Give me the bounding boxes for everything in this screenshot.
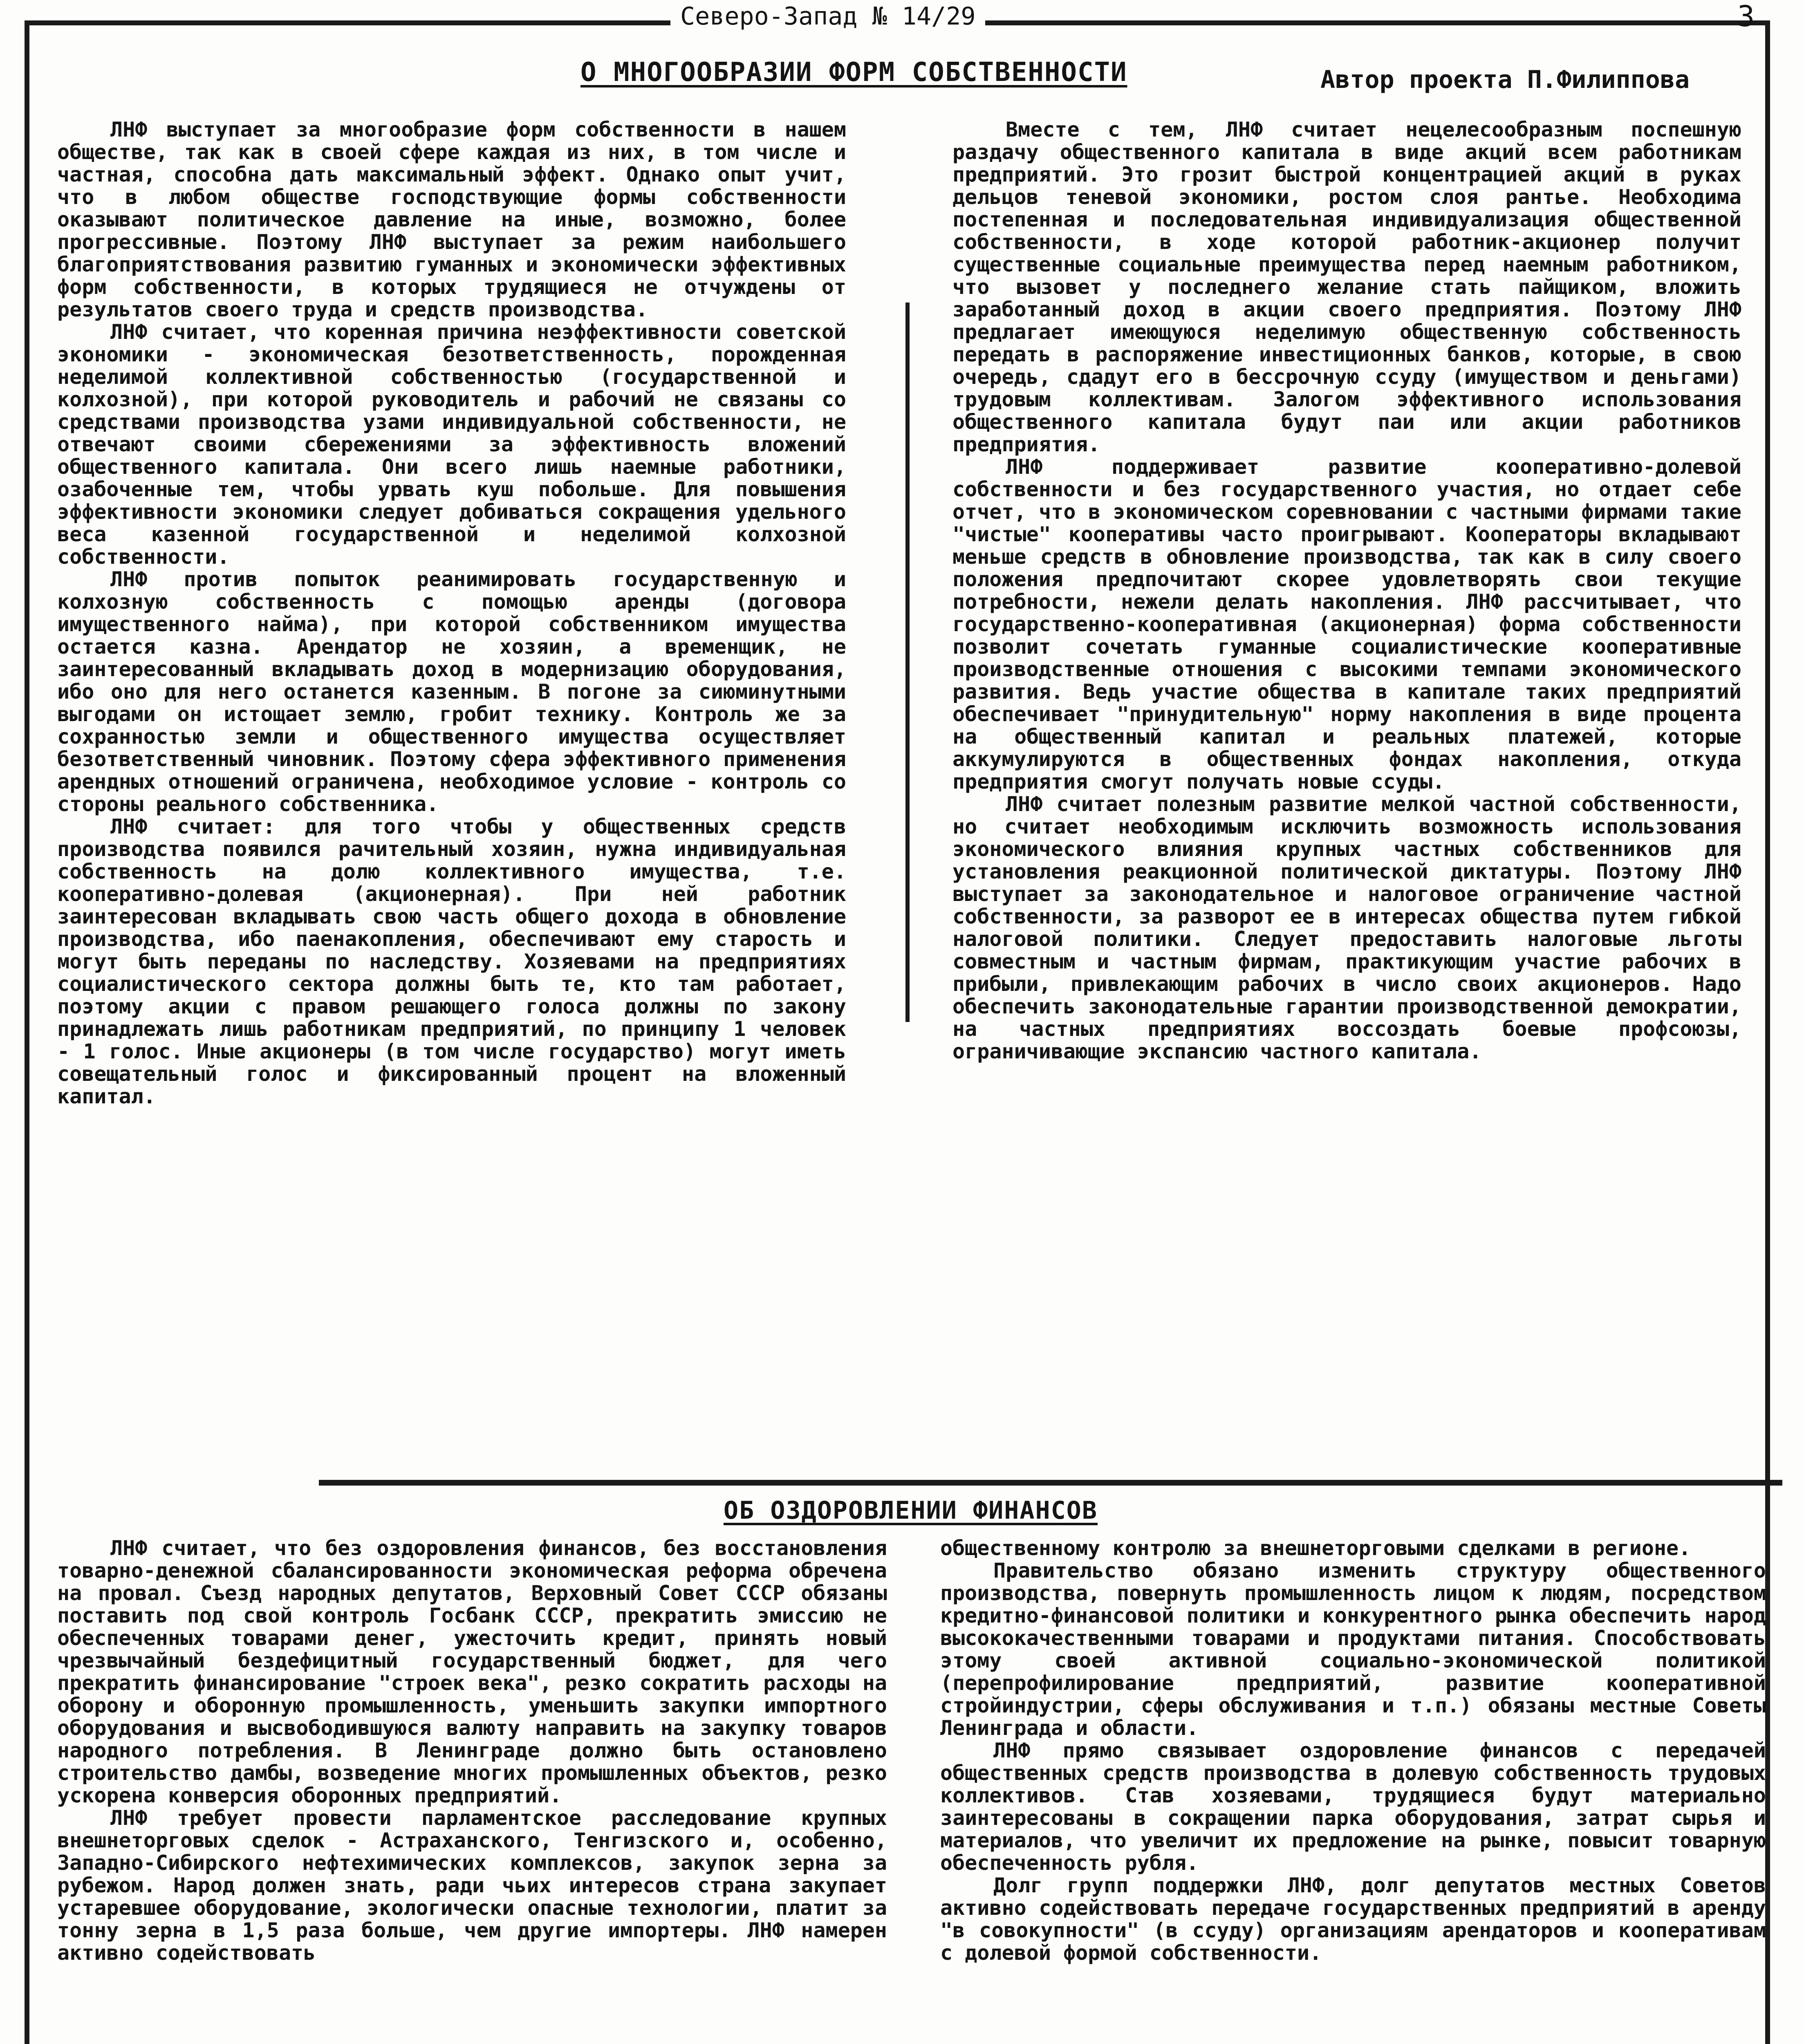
article-author: Автор проекта П.Филиппова (1320, 65, 1690, 94)
paragraph: ЛНФ считает, что коренная причина неэффективности советской экономики - экономическая безответственность, порожденная неделимой коллективной собственностью (государственной и колхозной), при которой руководитель и рабочий не связаны со средствами производства узами индивидуальной собственности, не отвечают своими сбережениями за эффективность вложений общественного капитала. Они всего лишь наемные работники, озабоченные тем, чтобы урвать куш побольше. Для повышения эффективности экономики следует добиваться сокращения удельного веса казенной государственной и неделимой колхозной собственности. (57, 320, 846, 569)
paragraph: ЛНФ поддерживает развитие кооперативно-долевой собственности и без государственного участия, но отдает себе отчет, что в экономическом соревновании с частными фирмами такие "чистые" кооперативы часто проигрывают. Кооператоры вкладывают меньше средств в обновление производства, так как в силу своего положения предпочитают скорее удовлетворять свои текущие потребности, нежели делать накопления. ЛНФ рассчитывает, что государственно-кооперативная (акционерная) форма собственности позволит сочетать гуманные социалистические кооперативные производственные отношения с высокими темпами экономического развития. Ведь участие общества в капитале таких предприятий обеспечивает "принудительную" норму накопления в виде процента на общественный капитал и реальных платежей, которые аккумулируются в общественных фондах накопления, откуда предприятия смогут получать новые ссуды. (952, 455, 1741, 793)
paragraph: ЛНФ считает, что без оздоровления финансов, без восстановления товарно-денежной сбалансированности экономическая реформа обречена на провал. Съезд народных депутатов, Верховный Совет СССР обязаны поставить под свой контроль Госбанк СССР, прекратить эмиссию не обеспеченных товарами денег, ужесточить кредит, принять новый чрезвычайный бездефицитный государственный бюджет, для чего прекратить финансирование "строек века", резко сократить расходы на оборону и оборонную промышленность, уменьшить закупки импортного оборудования и высвободившуюся валюту направить на закупку товаров народного потребления. В Ленинграде должно быть остановлено строительство дамбы, возведение многих промышленных объектов, резко ускорена конверсия оборонных предприятий. (57, 1537, 887, 1807)
paragraph: Долг групп поддержки ЛНФ, долг депутатов местных Советов активно содействовать передаче государственных предприятий в аренду "в совокупности" (в ссуду) организациям арендаторов и кооперативам с долевой формой собственности. (940, 1874, 1766, 1965)
paragraph: Правительство обязано изменить структуру общественного производства, повернуть промышленность лицом к людям, посредством кредитно-финансовой политики и конкурентного рынка обеспечить народ высококачественными товарами и продуктами питания. Способствовать этому своей активной социально-экономической политикой (перепрофилирование предприятий, развитие кооперативной стройиндустрии, сферы обслуживания и т.п.) обязаны местные Советы Ленинграда и области. (940, 1559, 1766, 1740)
article2-left-column (57, 1537, 887, 2044)
page-number: 3 (1737, 0, 1755, 33)
newspaper-masthead: Северо-Запад № 14/29 (670, 0, 985, 33)
paragraph: ЛНФ считает полезным развитие мелкой частной собственности, но считает необходимым исключить возможность использования экономического влияния крупных частных собственников для установления реакционной политической диктатуры. Поэтому ЛНФ выступает за законодательное и налоговое ограничение частной собственности, за разворот ее в интересах общества путем гибкой налоговой политики. Следует предоставить налоговые льготы совместным и частным фирмам, практикующим участие рабочих в прибыли, привлекающим рабочих в число своих акционеров. Надо обеспечить законодательные гарантии производственной демократии, на частных предприятиях воссоздать боевые профсоюзы, ограничивающие экспансию частного капитала. (952, 792, 1741, 1063)
article-title-finances: ОБ ОЗДОРОВЛЕНИИ ФИНАНСОВ (724, 1496, 1098, 1525)
article-title-ownership: О МНОГООБРАЗИИ ФОРМ СОБСТВЕННОСТИ (580, 57, 1127, 87)
article2-right-column (940, 1537, 1766, 2044)
section-divider (319, 1480, 1782, 1486)
article1-left-column (57, 119, 846, 1464)
paragraph: Вместе с тем, ЛНФ считает нецелесообразным поспешную раздачу общественного капитала в виде акций всем работникам предприятий. Это грозит быстрой концентрацией акций в руках дельцов теневой экономики, ростом слоя рантье. Необходима постепенная и последовательная индивидуализация общественной собственности, в ходе которой работник-акционер получит существенные социальные преимущества перед наемным работником, что вызовет у последнего желание стать пайщиком, вложить заработанный доход в акции своего предприятия. Поэтому ЛНФ предлагает имеющуюся неделимую общественную собственность передать в распоряжение инвестиционных банков, которые, в свою очередь, сдадут его в бессрочную ссуду (имуществом и деньгами) трудовым коллективам. Залогом эффективного использования общественного капитала будут паи или акции работников предприятия. (952, 119, 1741, 456)
paragraph: общественному контролю за внешнеторговыми сделками в регионе. (940, 1537, 1691, 1560)
column-divider (905, 303, 910, 1022)
paragraph: ЛНФ считает: для того чтобы у общественных средств производства появился рачительный хозяин, нужна индивидуальная собственность на долю коллективного имущества, т.е. кооперативно-долевая (акционерная). При ней работник заинтересован вкладывать свою часть общего дохода в обновление производства, ибо паенакопления, обеспечивают ему старость и могут быть переданы по наследству. Хозяевами на предприятиях социалистического сектора должны быть те, кто там работает, поэтому акции с правом решающего голоса должны по закону принадлежать лишь работникам предприятий, по принципу 1 человек - 1 голос. Иные акционеры (в том числе государство) могут иметь совещательный голос и фиксированный процент на вложенный капитал. (57, 815, 846, 1108)
paragraph: ЛНФ против попыток реанимировать государственную и колхозную собственность с помощью аренды (договора имущественного найма), при которой собственником имущества остается казна. Арендатор не хозяин, а временщик, не заинтересованный вкладывать доход в модернизацию оборудования, ибо оно для него останется казенным. В погоне за сиюминутными выгодами он истощает землю, гробит технику. Контроль же за сохранностью земли и общественного имущества осуществляет безответственный чиновник. Поэтому сфера эффективного применения арендных отношений ограничена, необходимое условие - контроль со стороны реального собственника. (57, 567, 846, 816)
paragraph: ЛНФ выступает за многообразие форм собственности в нашем обществе, так как в своей сфере каждая из них, в том числе и частная, способна дать максимальный эффект. Однако опыт учит, что в любом обществе господствующие формы собственности оказывают политическое давление на иные, возможно, более прогрессивные. Поэтому ЛНФ выступает за режим наибольшего благоприятствования развитию гуманных и экономически эффективных форм собственности, в которых трудящиеся не отчуждены от результатов своего труда и средств производства. (57, 119, 846, 321)
article1-right-column (952, 119, 1741, 1464)
paragraph: ЛНФ прямо связывает оздоровление финансов с передачей общественных средств производства в долевую собственность трудовых коллективов. Став хозяевами, трудящиеся будут материально заинтересованы в сокращении парка оборудования, затрат сырья и материалов, что увеличит их предложение на рынке, повысит товарную обеспеченность рубля. (940, 1739, 1766, 1875)
paragraph: ЛНФ требует провести парламентское расследование крупных внешнеторговых сделок - Астраханского, Тенгизского и, особенно, Западно-Сибирского нефтехимических комплексов, закупок зерна за рубежом. Народ должен знать, ради чьих интересов страна закупает устаревшее оборудование, экологически опасные технологии, платит за тонну зерна в 1,5 раза больше, чем другие импортеры. ЛНФ намерен активно содействовать (57, 1806, 887, 1965)
